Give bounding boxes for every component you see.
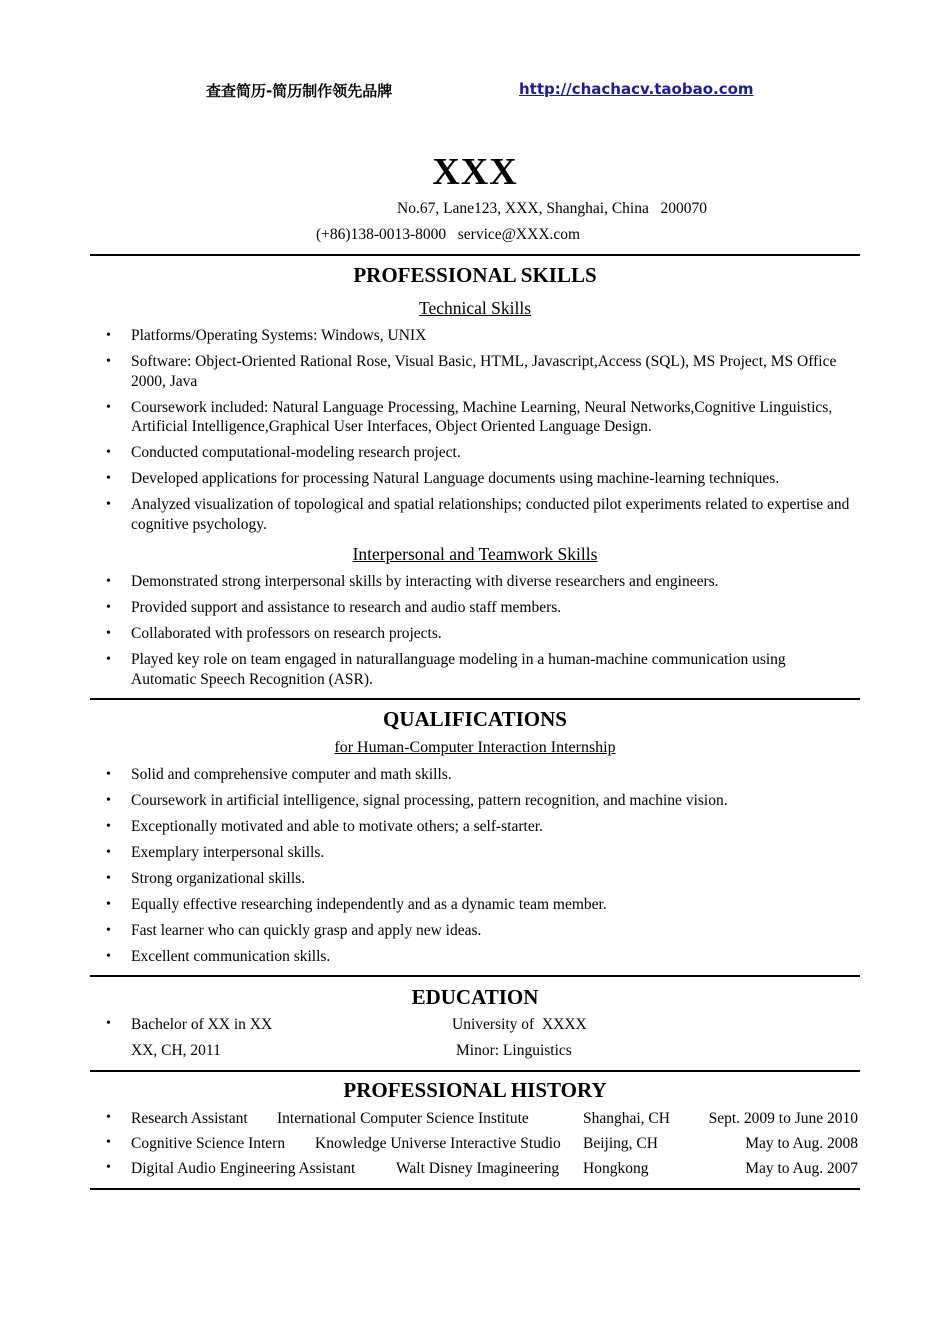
divider xyxy=(90,698,860,700)
degree: Bachelor of XX in XX xyxy=(131,1016,273,1033)
history-org: International Computer Science Institute xyxy=(277,1110,529,1127)
technical-skills-list xyxy=(0,326,950,541)
history-heading: PROFESSIONAL HISTORY xyxy=(343,1078,607,1102)
list-item: • Provided support and assistance to research and audio staff members. xyxy=(0,598,950,618)
history-row xyxy=(0,1110,950,1130)
contact-info: (+86)138-0013-8000 service@XXX.com xyxy=(316,226,581,243)
history-place: Hongkong xyxy=(583,1160,649,1177)
qualifications-list xyxy=(0,765,950,973)
brand-text: 查查简历-简历制作领先品牌 xyxy=(206,82,393,100)
history-org: Knowledge Universe Interactive Studio xyxy=(315,1135,561,1152)
bullet: • xyxy=(106,1110,111,1125)
education-location-year: XX, CH, 2011 xyxy=(131,1042,221,1059)
divider xyxy=(90,1188,860,1190)
list-item: • Exceptionally motivated and able to motivate others; a self-starter. xyxy=(0,817,950,837)
history-row xyxy=(0,1135,950,1155)
list-item: • Collaborated with professors on research projects. xyxy=(0,624,950,644)
list-item: • Demonstrated strong interpersonal skills by interacting with diverse researchers and engineers. xyxy=(0,572,950,592)
list-item: • Equally effective researching independently and as a dynamic team member. xyxy=(0,895,950,915)
history-role: Research Assistant xyxy=(131,1110,248,1127)
list-item: • Exemplary interpersonal skills. xyxy=(0,843,950,863)
education-row xyxy=(0,1016,950,1038)
list-item: • Platforms/Operating Systems: Windows, UNIX xyxy=(0,326,950,346)
divider xyxy=(90,975,860,977)
candidate-name: XXX xyxy=(432,151,518,193)
history-place: Beijing, CH xyxy=(583,1135,658,1152)
education-heading: EDUCATION xyxy=(411,985,539,1009)
history-place: Shanghai, CH xyxy=(583,1110,670,1127)
minor: Minor: Linguistics xyxy=(456,1042,572,1059)
interpersonal-skills-list xyxy=(0,572,950,696)
website-link[interactable]: http://chachacv.taobao.com xyxy=(519,80,754,98)
top-banner xyxy=(0,80,950,102)
list-item: • Analyzed visualization of topological and spatial relationships; conducted pilot experiments related to expertise and cognitive psychology. xyxy=(0,495,950,534)
list-item: • Software: Object-Oriented Rational Rose, Visual Basic, HTML, Javascript,Access (SQL), MS Project, MS Office 2000, Java xyxy=(0,352,950,391)
skills-heading: PROFESSIONAL SKILLS xyxy=(353,263,597,287)
list-item: • Developed applications for processing Natural Language documents using machine-learning techniques. xyxy=(0,469,950,489)
university: University of XXXX xyxy=(452,1016,587,1033)
list-item: • Played key role on team engaged in naturallanguage modeling in a human-machine communication using Automatic Speech Recognition (ASR). xyxy=(0,650,950,689)
list-item: • Coursework included: Natural Language Processing, Machine Learning, Neural Networks,Cognitive Linguistics, Artificial Intelligence,Graphical User Interfaces, Object Oriented Language Design. xyxy=(0,398,950,437)
qualifications-heading: QUALIFICATIONS xyxy=(383,707,567,731)
list-item: • Fast learner who can quickly grasp and apply new ideas. xyxy=(0,921,950,941)
history-org: Walt Disney Imagineering xyxy=(396,1160,560,1177)
history-dates: May to Aug. 2008 xyxy=(745,1135,858,1152)
history-role: Digital Audio Engineering Assistant xyxy=(131,1160,356,1177)
divider xyxy=(90,254,860,256)
list-item: • Strong organizational skills. xyxy=(0,869,950,889)
education-details-row xyxy=(0,1042,950,1064)
technical-skills-heading: Technical Skills xyxy=(418,298,531,318)
interpersonal-skills-heading: Interpersonal and Teamwork Skills xyxy=(352,544,598,564)
address: No.67, Lane123, XXX, Shanghai, China 200070 xyxy=(397,200,707,217)
list-item: • Excellent communication skills. xyxy=(0,947,950,967)
list-item: • Conducted computational-modeling research project. xyxy=(0,443,950,463)
qualifications-subtitle: for Human-Computer Interaction Internship xyxy=(334,739,616,756)
bullet: • xyxy=(106,1016,111,1031)
history-row xyxy=(0,1160,950,1180)
history-dates: May to Aug. 2007 xyxy=(745,1160,858,1177)
history-role: Cognitive Science Intern xyxy=(131,1135,286,1152)
list-item: • Coursework in artificial intelligence, signal processing, pattern recognition, and machine vision. xyxy=(0,791,950,811)
divider xyxy=(90,1070,860,1072)
bullet: • xyxy=(106,1160,111,1175)
history-dates: Sept. 2009 to June 2010 xyxy=(708,1110,858,1127)
list-item: • Solid and comprehensive computer and math skills. xyxy=(0,765,950,785)
bullet: • xyxy=(106,1135,111,1150)
